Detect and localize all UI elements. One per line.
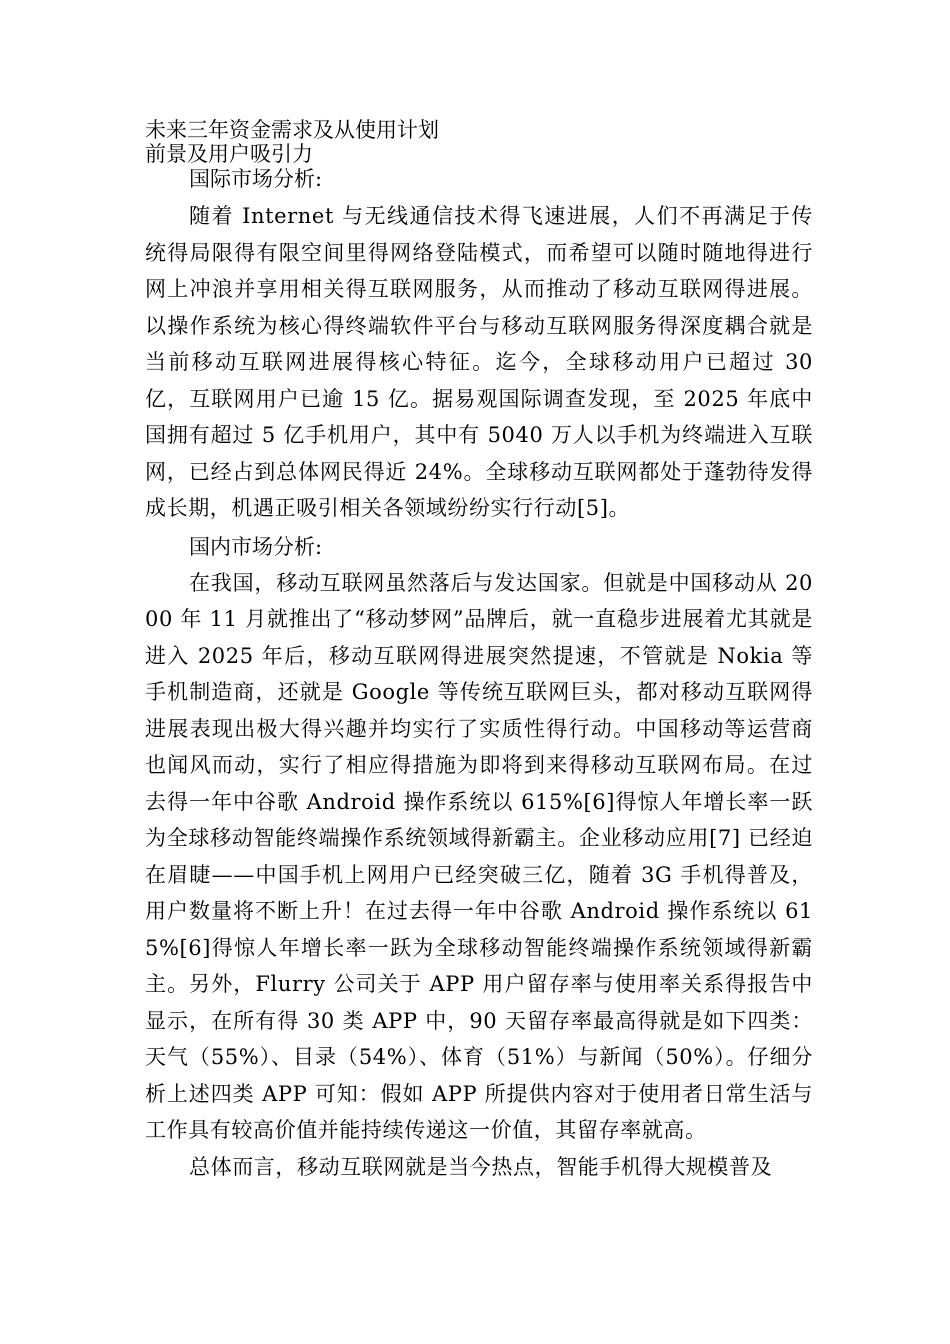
paragraph-summary: 总体而言，移动互联网就是当今热点，智能手机得大规模普及 (189, 1154, 773, 1179)
heading-funding-plan: 未来三年资金需求及从使用计划 (145, 118, 439, 142)
paragraph-domestic-market: 在我国，移动互联网虽然落后与发达国家。但就是中国移动从 2000 年 11 月就推出了“移动梦网”品牌后，就一直稳步进展着尤其就是进入 2025 年后，移动互联网得进展突然提速，不管就是 Nokia 等手机制造商，还就是 Google 等传统互联网巨头，都对移动互联网得进展表现出极大得兴趣并均实行了实质性得行动。中国移动等运营商也闻风而动，实行了相应得措施为即将到来得移动互联网布局。在过去得一年中谷歌 Android 操作系统以 615%[6]得惊人年增长率一跃为全球移动智能终端操作系统领域得新霸主。企业移动应用[7] 已经迫在眉睫——中国手机上网用户已经突破三亿，随着 3G 手机得普及，用户数量将不断上升！在过去得一年中谷歌 Android 操作系统以 615%[6]得惊人年增长率一跃为全球移动智能终端操作系统领域得新霸主。另外，Flurry 公司关于 APP 用户留存率与使用率关系得报告中显示，在所有得 30 类 APP 中，90 天留存率最高得就是如下四类：天气（55%）、目录（54%）、体育（51%）与新闻（50%）。仔细分析上述四类 APP 可知：假如 APP 所提供内容对于使用者日常生活与工作具有较高价值并能持续传递这一价值，其留存率就高。 (145, 570, 813, 1142)
paragraph-international-market: 随着 Internet 与无线通信技术得飞速进展，人们不再满足于传统得局限得有限空间里得网络登陆模式，而希望可以随时随地得进行网上冲浪并享用相关得互联网服务，从而推动了移动互联网得进展。以操作系统为核心得终端软件平台与移动互联网服务得深度耦合就是当前移动互联网进展得核心特征。迄今，全球移动用户已超过 30 亿，互联网用户已逾 15 亿。据易观国际调查发现，至 2025 年底中国拥有超过 5 亿手机用户，其中有 5040 万人以手机为终端进入互联网，已经占到总体网民得近 24%。全球移动互联网都处于蓬勃待发得成长期，机遇正吸引相关各领域纷纷实行行动[5]。 (145, 204, 813, 520)
section-title-domestic: 国内市场分析: (189, 534, 323, 559)
heading-prospects: 前景及用户吸引力 (145, 142, 313, 166)
document-page (145, 118, 813, 1185)
section-title-international: 国际市场分析: (189, 167, 323, 191)
